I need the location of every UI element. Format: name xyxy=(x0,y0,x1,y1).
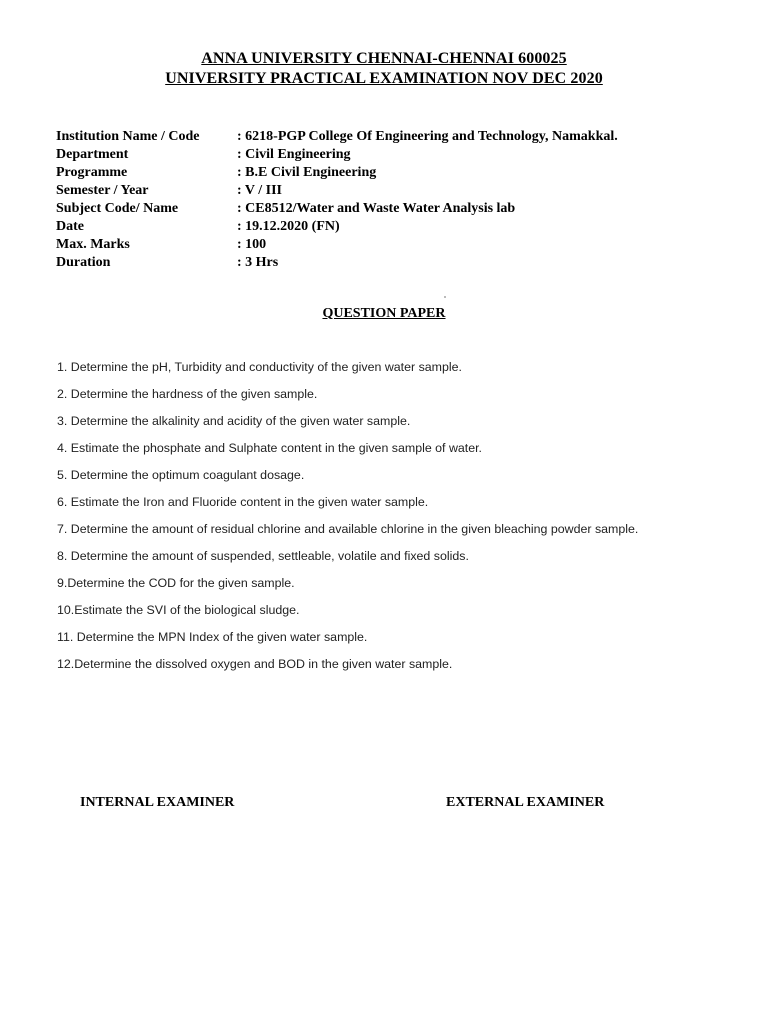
info-value: : B.E Civil Engineering xyxy=(237,165,377,180)
info-value: : 6218-PGP College Of Engineering and Technology, Namakkal. xyxy=(237,129,618,144)
info-label: Date xyxy=(56,219,84,234)
info-label: Subject Code/ Name xyxy=(56,201,179,216)
university-heading: ANNA UNIVERSITY CHENNAI-CHENNAI 600025 xyxy=(201,50,567,67)
question-item: 2. Determine the hardness of the given sample. xyxy=(57,387,318,401)
info-value: : 3 Hrs xyxy=(237,255,279,270)
info-value: : 19.12.2020 (FN) xyxy=(237,219,340,234)
info-value: : CE8512/Water and Waste Water Analysis lab xyxy=(237,201,516,216)
question-item: 12.Determine the dissolved oxygen and BOD in the given water sample. xyxy=(57,657,453,671)
question-item: 10.Estimate the SVI of the biological sludge. xyxy=(57,603,300,617)
question-item: 6. Estimate the Iron and Fluoride content in the given water sample. xyxy=(57,495,429,509)
question-list xyxy=(57,359,757,683)
question-item: 4. Estimate the phosphate and Sulphate content in the given sample of water. xyxy=(57,441,483,455)
info-label: Max. Marks xyxy=(56,237,130,252)
question-item: 7. Determine the amount of residual chlorine and available chlorine in the given bleaching powder sample. xyxy=(57,522,639,536)
info-label: Institution Name / Code xyxy=(56,129,200,144)
external-examiner-label: EXTERNAL EXAMINER xyxy=(446,795,605,810)
question-item: 8. Determine the amount of suspended, settleable, volatile and fixed solids. xyxy=(57,549,469,563)
question-item: 3. Determine the alkalinity and acidity of the given water sample. xyxy=(57,414,411,428)
question-paper-title: QUESTION PAPER xyxy=(322,306,446,321)
question-item: 5. Determine the optimum coagulant dosage. xyxy=(57,468,305,482)
info-value: : Civil Engineering xyxy=(237,147,351,162)
question-item: 9.Determine the COD for the given sample. xyxy=(57,576,295,590)
info-value: : V / III xyxy=(237,183,283,198)
stray-dot xyxy=(444,296,446,298)
exam-heading: UNIVERSITY PRACTICAL EXAMINATION NOV DEC 2020 xyxy=(165,70,603,87)
info-label: Duration xyxy=(56,255,111,270)
info-value: : 100 xyxy=(237,237,267,252)
internal-examiner-label: INTERNAL EXAMINER xyxy=(80,795,235,810)
question-item: 1. Determine the pH, Turbidity and conductivity of the given water sample. xyxy=(57,360,462,374)
info-label: Programme xyxy=(56,165,128,180)
info-label: Semester / Year xyxy=(56,183,149,198)
question-item: 11. Determine the MPN Index of the given water sample. xyxy=(57,630,368,644)
info-label: Department xyxy=(56,147,129,162)
